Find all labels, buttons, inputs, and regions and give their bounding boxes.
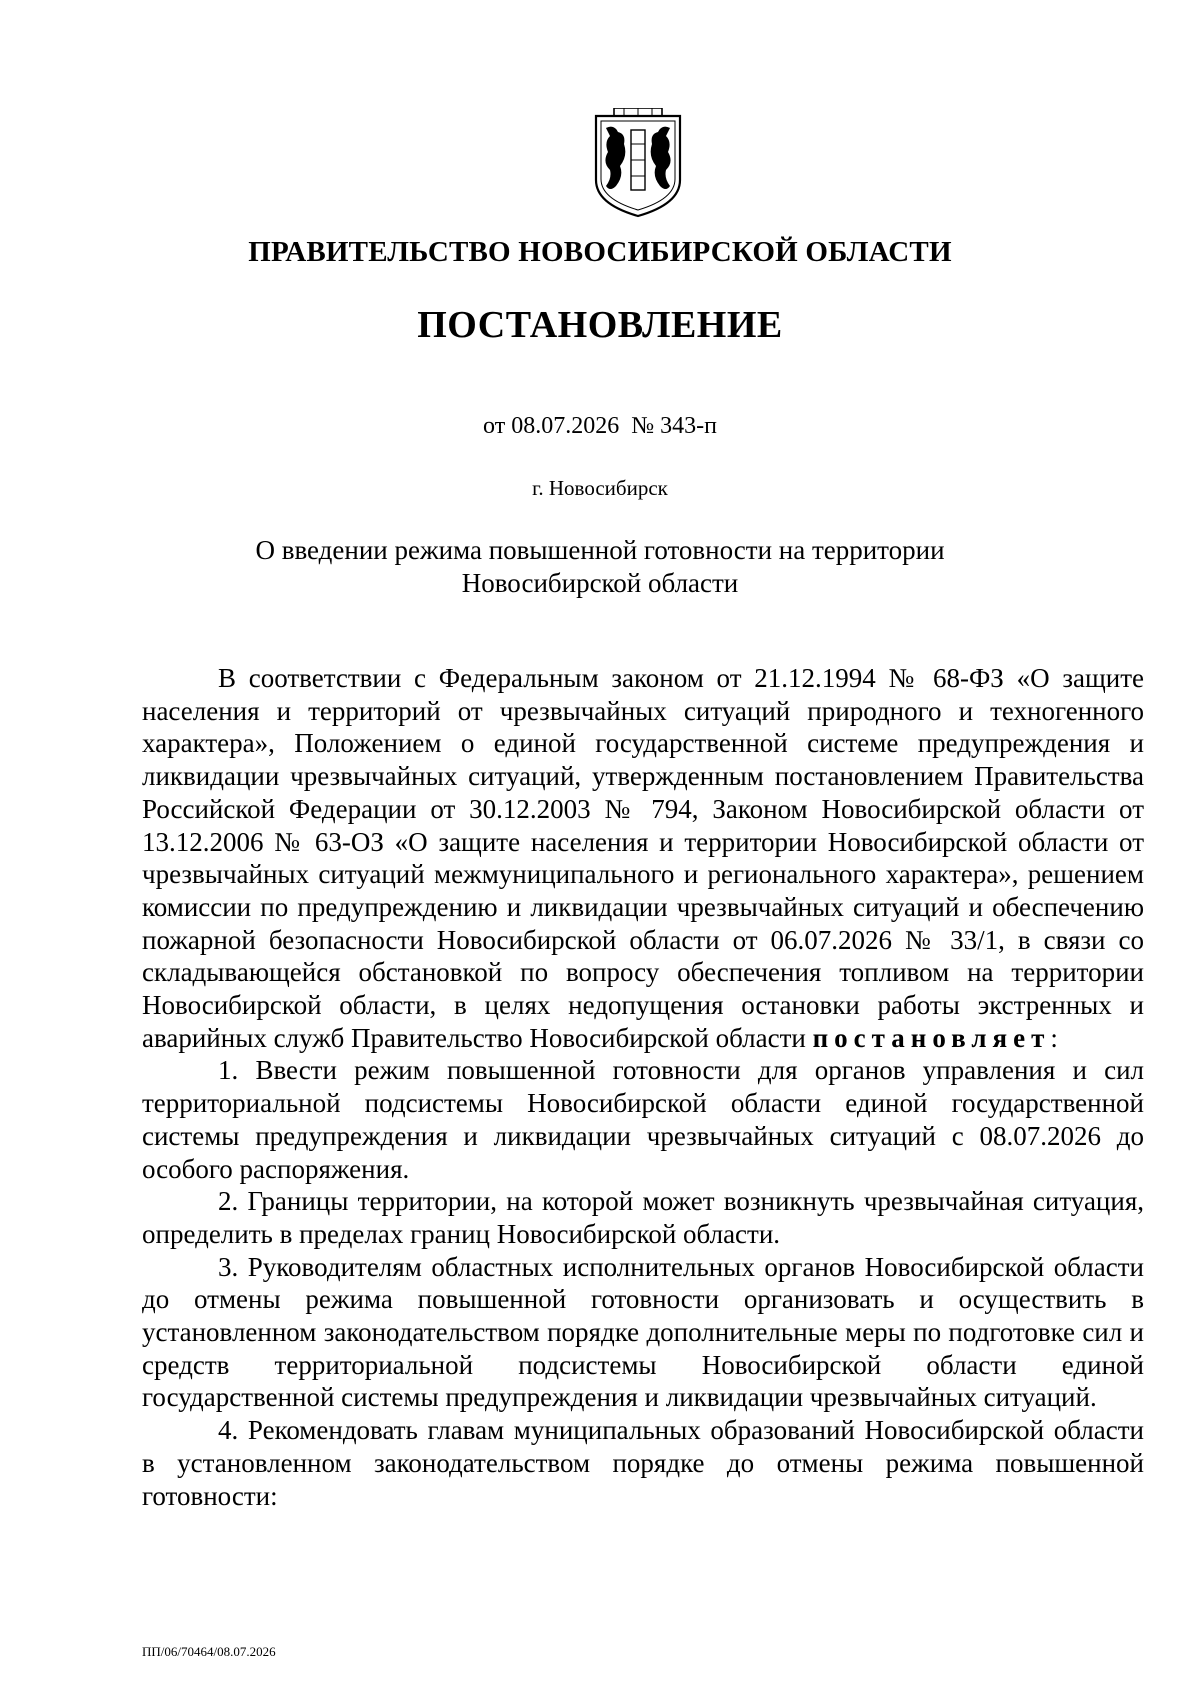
subject-line-2: Новосибирской области	[461, 568, 739, 598]
decree-word: постановляет	[812, 1022, 1051, 1053]
document-type-title: ПОСТАНОВЛЕНИЕ	[417, 304, 783, 346]
city-name: г. Новосибирск	[532, 476, 668, 500]
preamble-text: В соответствии с Федеральным законом от 21.12.1994 № 68-ФЗ «О защите населения и территорий от чрезвычайных ситуаций природного и техногенного характера», Положением о единой государственной системе предупреждения и ликвидации чрезвычайных ситуаций, утвержденным постановлением Правительства Российской Федерации от 30.12.2003 № 794, Законом Новосибирской области от 13.12.2006 № 63-ОЗ «О защите населения и территории Новосибирской области от чрезвычайных ситуаций межмуниципального и регионального характера», решением комиссии по предупреждению и ликвидации чрезвычайных ситуаций и обеспечению пожарной безопасности Новосибирской области от 06.07.2026 № 33/1, в связи со складывающейся обстановкой по вопросу обеспечения топливом на территории Новосибирской области, в целях недопущения остановки работы экстренных и аварийных служб Правительство Новосибирской области	[142, 663, 1144, 1053]
document-subject	[0, 534, 1200, 600]
government-name: ПРАВИТЕЛЬСТВО НОВОСИБИРСКОЙ ОБЛАСТИ	[248, 236, 952, 268]
subject-line-1: О введении режима повышенной готовности на территории	[255, 535, 945, 565]
document-number: № 343-п	[631, 413, 717, 439]
document-date: от 08.07.2026	[483, 413, 620, 439]
document-body	[142, 662, 1144, 1512]
date-number-line	[0, 413, 1200, 440]
list-item: 3. Руководителям областных исполнительных органов Новосибирской области до отмены режима повышенной готовности организовать и осуществить в установленном законодательством порядке дополнительные меры по подготовке сил и средств территориальной подсистемы Новосибирской области единой государственной системы предупреждения и ликвидации чрезвычайных ситуаций.	[142, 1251, 1144, 1413]
footer-document-code: ПП/06/70464/08.07.2026	[142, 1644, 276, 1659]
preamble-paragraph	[142, 662, 1144, 1054]
list-item: 2. Границы территории, на которой может возникнуть чрезвычайная ситуация, определить в пределах границ Новосибирской области.	[142, 1186, 1144, 1249]
coat-of-arms-icon	[588, 108, 688, 220]
list-item: 1. Ввести режим повышенной готовности для органов управления и сил территориальной подсистемы Новосибирской области единой государственной системы предупреждения и ликвидации чрезвычайных ситуаций с 08.07.2026 до особого распоряжения.	[142, 1055, 1144, 1184]
decree-colon: :	[1050, 1022, 1058, 1053]
list-item: 4. Рекомендовать главам муниципальных образований Новосибирской области в установленном законодательством порядке до отмены режима повышенной готовности:	[142, 1415, 1144, 1511]
